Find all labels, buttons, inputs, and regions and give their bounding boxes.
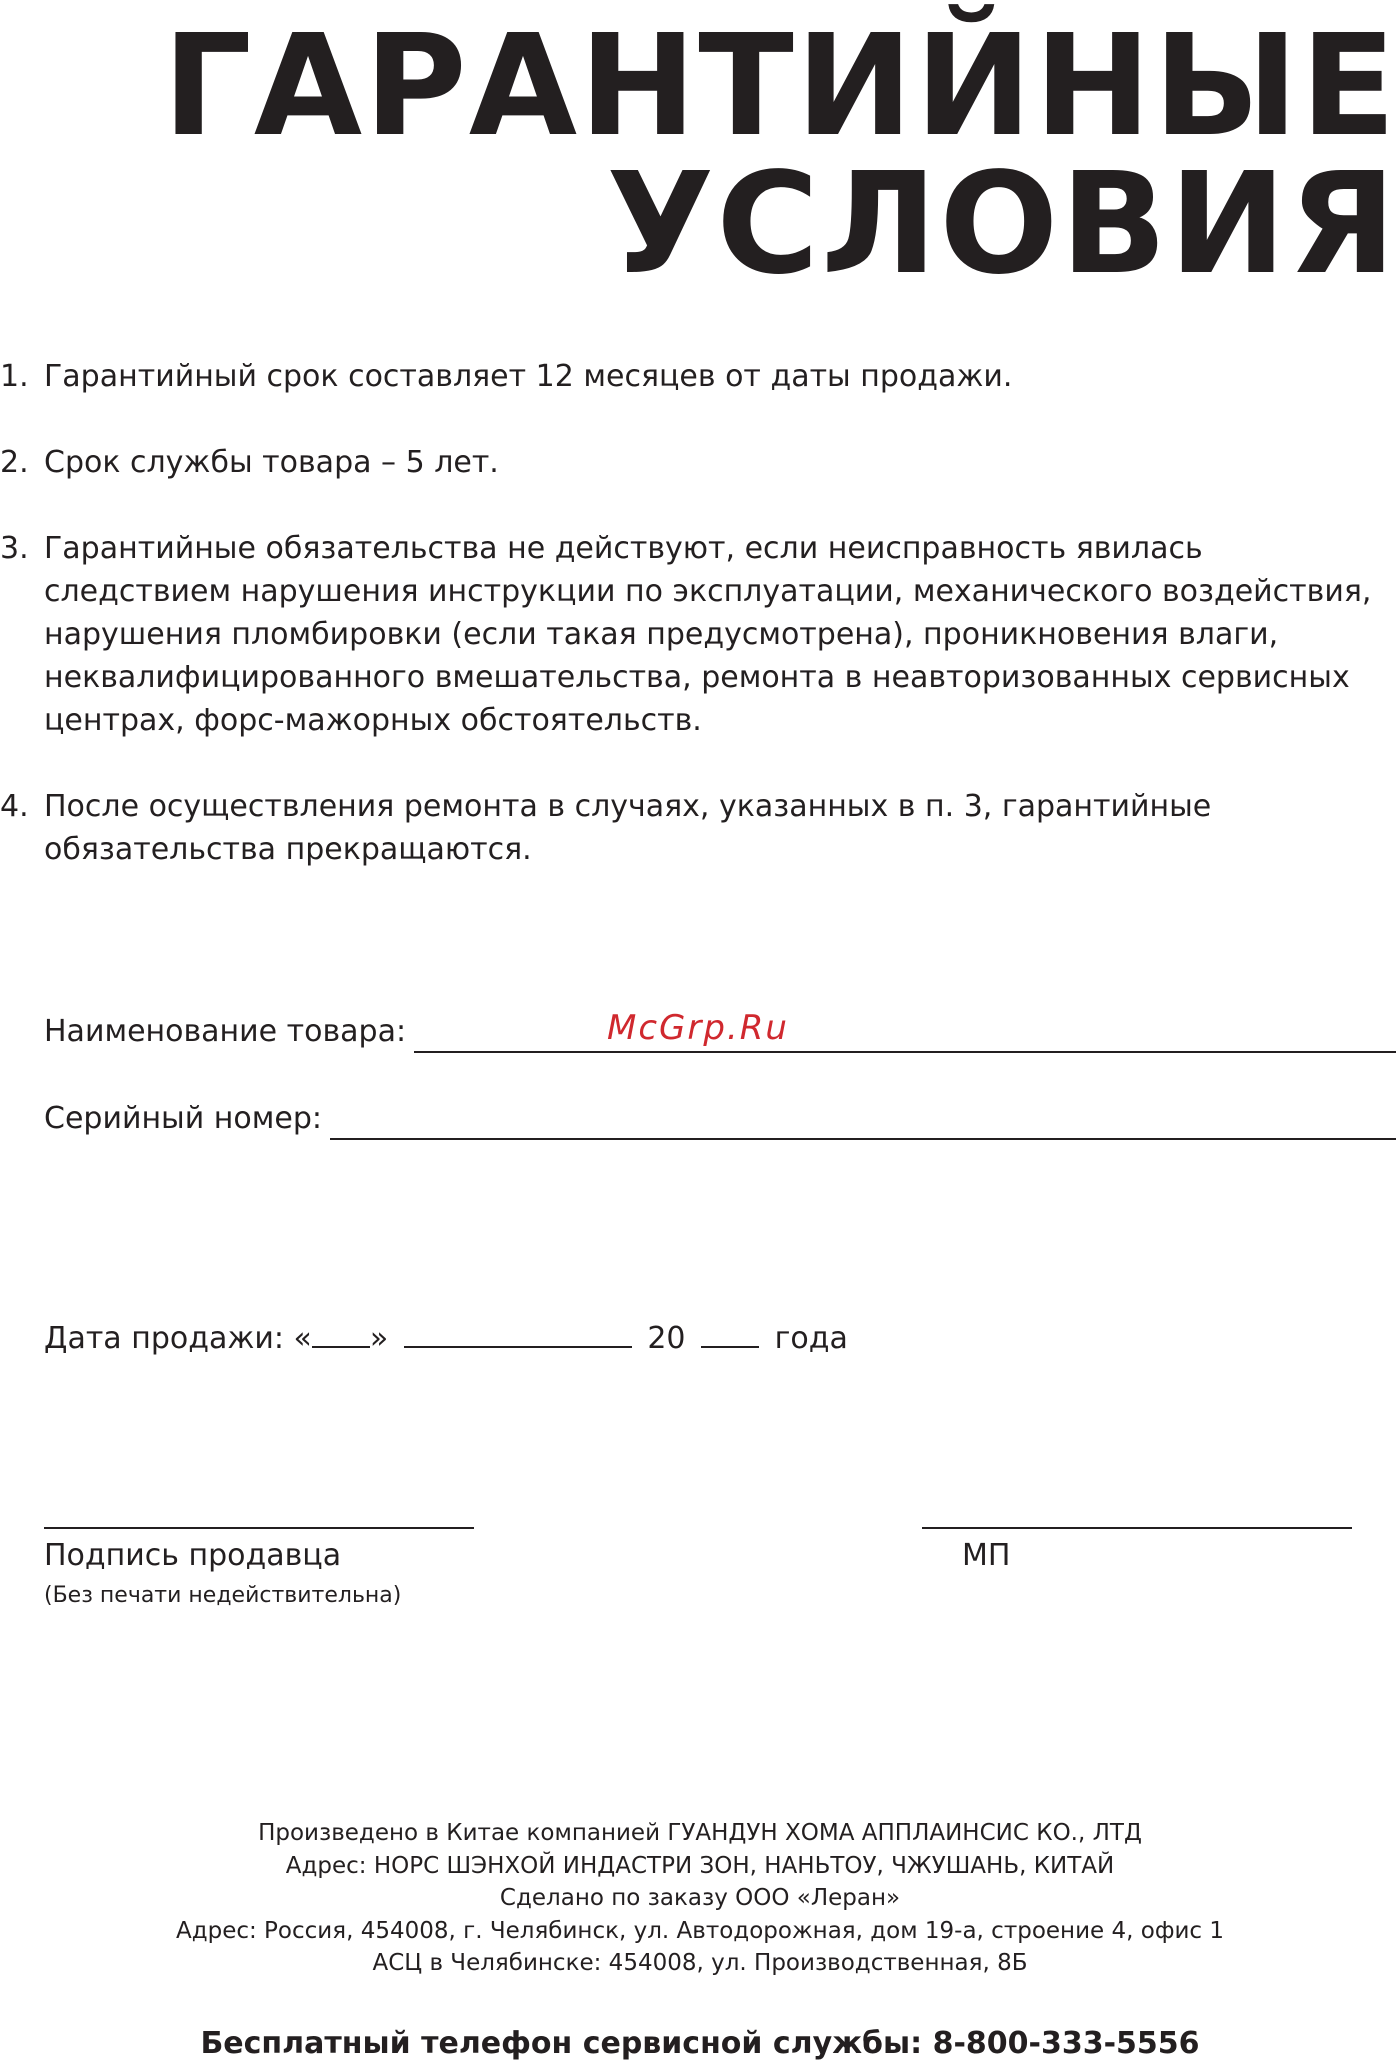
serial-number-line[interactable] xyxy=(330,1108,1396,1140)
warranty-clauses xyxy=(0,355,1390,914)
sale-year-suffix: года xyxy=(774,1321,848,1356)
watermark: McGrp.Ru xyxy=(607,1008,789,1048)
sale-date-quote-close: » xyxy=(369,1321,389,1356)
page-title xyxy=(162,5,1398,306)
title-line-1: ГАРАНТИЙНЫЕ xyxy=(162,5,1398,168)
clause-3 xyxy=(0,527,1390,742)
clause-number: 1. xyxy=(0,359,29,394)
clause-1 xyxy=(0,355,1390,398)
clause-number: 2. xyxy=(0,445,29,480)
manufacturer-address: Адрес: НОРС ШЭНХОЙ ИНДАСТРИ ЗОН, НАНЬТОУ, ЧЖУШАНЬ, КИТАЙ xyxy=(285,1852,1115,1879)
seller-signature-note: (Без печати недействительна) xyxy=(44,1583,402,1608)
service-hotline: Бесплатный телефон сервисной службы: 8-800-333-5556 xyxy=(200,2026,1200,2061)
ordered-by: Сделано по заказу ООО «Леран» xyxy=(499,1885,901,1911)
stamp-label: МП xyxy=(962,1538,1011,1573)
manufacturer-info xyxy=(0,1817,1400,1980)
product-name-line[interactable] xyxy=(414,1021,1396,1053)
title-line-2: УСЛОВИЯ xyxy=(606,143,1398,306)
sale-month-blank[interactable] xyxy=(404,1318,632,1348)
seller-signature-label: Подпись продавца xyxy=(44,1538,342,1573)
clause-2 xyxy=(0,441,1390,484)
clause-text: Срок службы товара – 5 лет. xyxy=(44,445,499,480)
sale-date-label: Дата продажи: « xyxy=(44,1321,312,1356)
clause-text: Гарантийные обязательства не действуют, если неисправность явилась следствием нарушения инструкции по эксплуатации, механического воздействия, нарушения пломбировки (если такая предусмотрена), проникновения влаги, неквалифицированного вмешательства, ремонта в неавторизованных сервисных центрах, форс-мажорных обстоятельств. xyxy=(44,531,1372,738)
sale-year-prefix: 20 xyxy=(647,1321,686,1356)
clause-text: После осуществления ремонта в случаях, указанных в п. 3, гарантийные обязательства прекращаются. xyxy=(44,789,1212,867)
manufacturer-line: Произведено в Китае компанией ГУАНДУН ХОМА АППЛАИНСИС КО., ЛТД xyxy=(258,1820,1142,1846)
service-center-address: АСЦ в Челябинске: 454008, ул. Производственная, 8Б xyxy=(372,1950,1028,1976)
clause-4 xyxy=(0,785,1390,871)
serial-number-field xyxy=(44,1097,1396,1140)
importer-address: Адрес: Россия, 454008, г. Челябинск, ул. Автодорожная, дом 19-а, строение 4, офис 1 xyxy=(175,1917,1225,1944)
sale-year-blank[interactable] xyxy=(701,1318,759,1348)
stamp-line[interactable] xyxy=(922,1527,1352,1529)
clause-text: Гарантийный срок составляет 12 месяцев от даты продажи. xyxy=(44,359,1013,394)
serial-number-label: Серийный номер: xyxy=(44,1101,322,1136)
clause-number: 4. xyxy=(0,789,29,824)
sale-day-blank[interactable] xyxy=(312,1318,370,1348)
sale-date-field xyxy=(44,1317,848,1360)
seller-signature-line[interactable] xyxy=(44,1527,474,1529)
product-name-label: Наименование товара: xyxy=(44,1014,407,1049)
clause-number: 3. xyxy=(0,531,29,566)
